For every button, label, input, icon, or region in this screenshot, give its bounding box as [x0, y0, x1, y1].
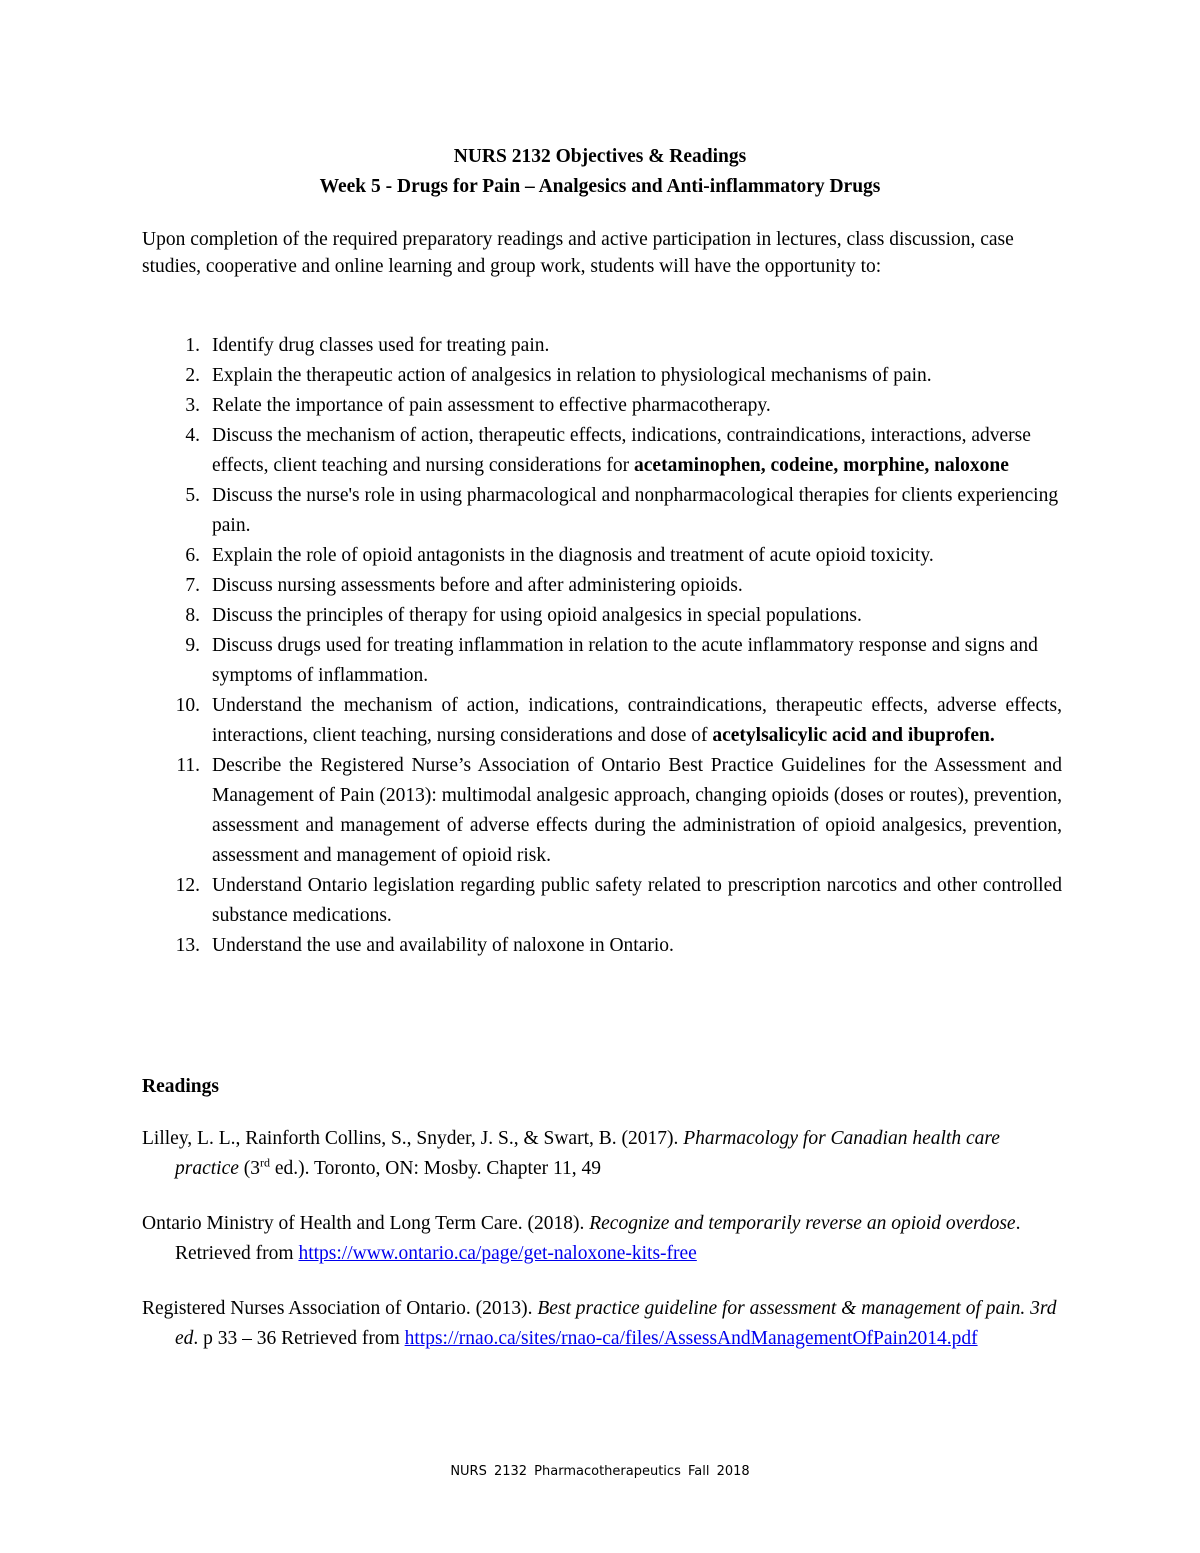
- reference-details: . Retrieved from: [175, 1213, 1021, 1264]
- objective-item: [142, 421, 1062, 481]
- reference-authors: Ontario Ministry of Health and Long Term Care. (2018).: [142, 1213, 590, 1234]
- objective-number: 5.: [185, 485, 200, 506]
- objective-item: [142, 691, 1062, 751]
- reference-edition-superscript: rd: [260, 1155, 271, 1170]
- objective-item: [142, 571, 1062, 601]
- reference-authors: Registered Nurses Association of Ontario. (2013).: [142, 1298, 538, 1319]
- objective-text: Relate the importance of pain assessment to effective pharmacotherapy.: [212, 395, 771, 416]
- objective-text: Discuss drugs used for treating inflammation in relation to the acute inflammatory response and signs and symptoms of inflammation.: [212, 635, 1038, 686]
- objective-number: 10.: [175, 695, 200, 716]
- page-footer: NURS 2132 Pharmacotherapeutics Fall 2018: [450, 1464, 750, 1479]
- reference-details: . p 33 – 36 Retrieved from: [193, 1328, 405, 1349]
- objective-text: Identify drug classes used for treating pain.: [212, 335, 550, 356]
- reference-details: ed.). Toronto, ON: Mosby. Chapter 11, 49: [270, 1158, 602, 1179]
- objective-text: Understand the use and availability of naloxone in Ontario.: [212, 935, 674, 956]
- objective-item: [142, 931, 1062, 961]
- objective-item: [142, 361, 1062, 391]
- objective-number: 1.: [185, 335, 200, 356]
- reference-authors: Lilley, L. L., Rainforth Collins, S., Snyder, J. S., & Swart, B. (2017).: [142, 1128, 684, 1149]
- objective-text: Explain the therapeutic action of analgesics in relation to physiological mechanisms of pain.: [212, 365, 932, 386]
- objective-text: Discuss the mechanism of action, therapeutic effects, indications, contraindications, interactions, adverse effects, client teaching and nursing considerations for: [212, 425, 1031, 476]
- objective-item: [142, 481, 1062, 541]
- rnao-pain-guideline-link[interactable]: https://rnao.ca/sites/rnao-ca/files/AssessAndManagementOfPain2014.pdf: [404, 1328, 978, 1349]
- objective-text: Discuss the principles of therapy for using opioid analgesics in special populations.: [212, 605, 862, 626]
- objective-text: Discuss the nurse's role in using pharmacological and nonpharmacological therapies for clients experiencing pain.: [212, 485, 1059, 536]
- reference-title: Best practice guideline for assessment & management of pain. 3rd ed: [175, 1298, 1057, 1349]
- reference-title: Pharmacology for Canadian health care practice: [175, 1128, 1000, 1179]
- objective-number: 13.: [175, 935, 200, 956]
- objective-text: Understand Ontario legislation regarding public safety related to prescription narcotics and other controlled substance medications.: [212, 875, 1062, 926]
- objective-number: 8.: [185, 605, 200, 626]
- objective-item: [142, 541, 1062, 571]
- objective-text: Understand the mechanism of action, indications, contraindications, therapeutic effects, adverse effects, interactions, client teaching, nursing considerations and dose of: [212, 695, 1062, 746]
- reference-title: Recognize and temporarily reverse an opioid overdose: [589, 1213, 1016, 1234]
- objective-bold-drugs: acetylsalicylic acid and ibuprofen.: [712, 725, 995, 746]
- objective-number: 4.: [185, 425, 200, 446]
- reference-lilley: [142, 1124, 1062, 1184]
- objective-number: 7.: [185, 575, 200, 596]
- objective-text: Explain the role of opioid antagonists in the diagnosis and treatment of acute opioid toxicity.: [212, 545, 934, 566]
- objective-number: 6.: [185, 545, 200, 566]
- objective-number: 11.: [176, 755, 200, 776]
- objective-number: 3.: [185, 395, 200, 416]
- reference-ontario-ministry: [142, 1209, 1062, 1269]
- page-subtitle: Week 5 - Drugs for Pain – Analgesics and Anti-inflammatory Drugs: [319, 176, 881, 197]
- reference-rnao: [142, 1294, 1062, 1354]
- objective-bold-drugs: acetaminophen, codeine, morphine, naloxone: [634, 455, 1009, 476]
- objective-item: [142, 631, 1062, 691]
- naloxone-kits-link[interactable]: https://www.ontario.ca/page/get-naloxone-kits-free: [298, 1243, 697, 1264]
- reference-edition: (3: [238, 1158, 261, 1179]
- objective-text: Discuss nursing assessments before and after administering opioids.: [212, 575, 743, 596]
- objective-item: [142, 331, 1062, 361]
- objective-item: [142, 871, 1062, 931]
- objective-number: 2.: [185, 365, 200, 386]
- objective-item: [142, 751, 1062, 871]
- intro-paragraph: Upon completion of the required preparatory readings and active participation in lectures, class discussion, case studies, cooperative and online learning and group work, students will have the opportunity to:: [142, 229, 1014, 277]
- objective-text: Describe the Registered Nurse’s Association of Ontario Best Practice Guidelines for the Assessment and Management of Pain (2013): multimodal analgesic approach, changing opioids (doses or routes), prevention, assessment and management of adverse effects during the administration of opioid analgesics, prevention, assessment and management of opioid risk.: [212, 755, 1062, 866]
- objectives-list: [142, 331, 1062, 961]
- objective-number: 9.: [185, 635, 200, 656]
- objective-item: [142, 391, 1062, 421]
- objective-item: [142, 601, 1062, 631]
- page-title: NURS 2132 Objectives & Readings: [453, 146, 747, 167]
- readings-heading: Readings: [142, 1076, 219, 1097]
- objective-number: 12.: [175, 875, 200, 896]
- title-block: [0, 142, 1200, 202]
